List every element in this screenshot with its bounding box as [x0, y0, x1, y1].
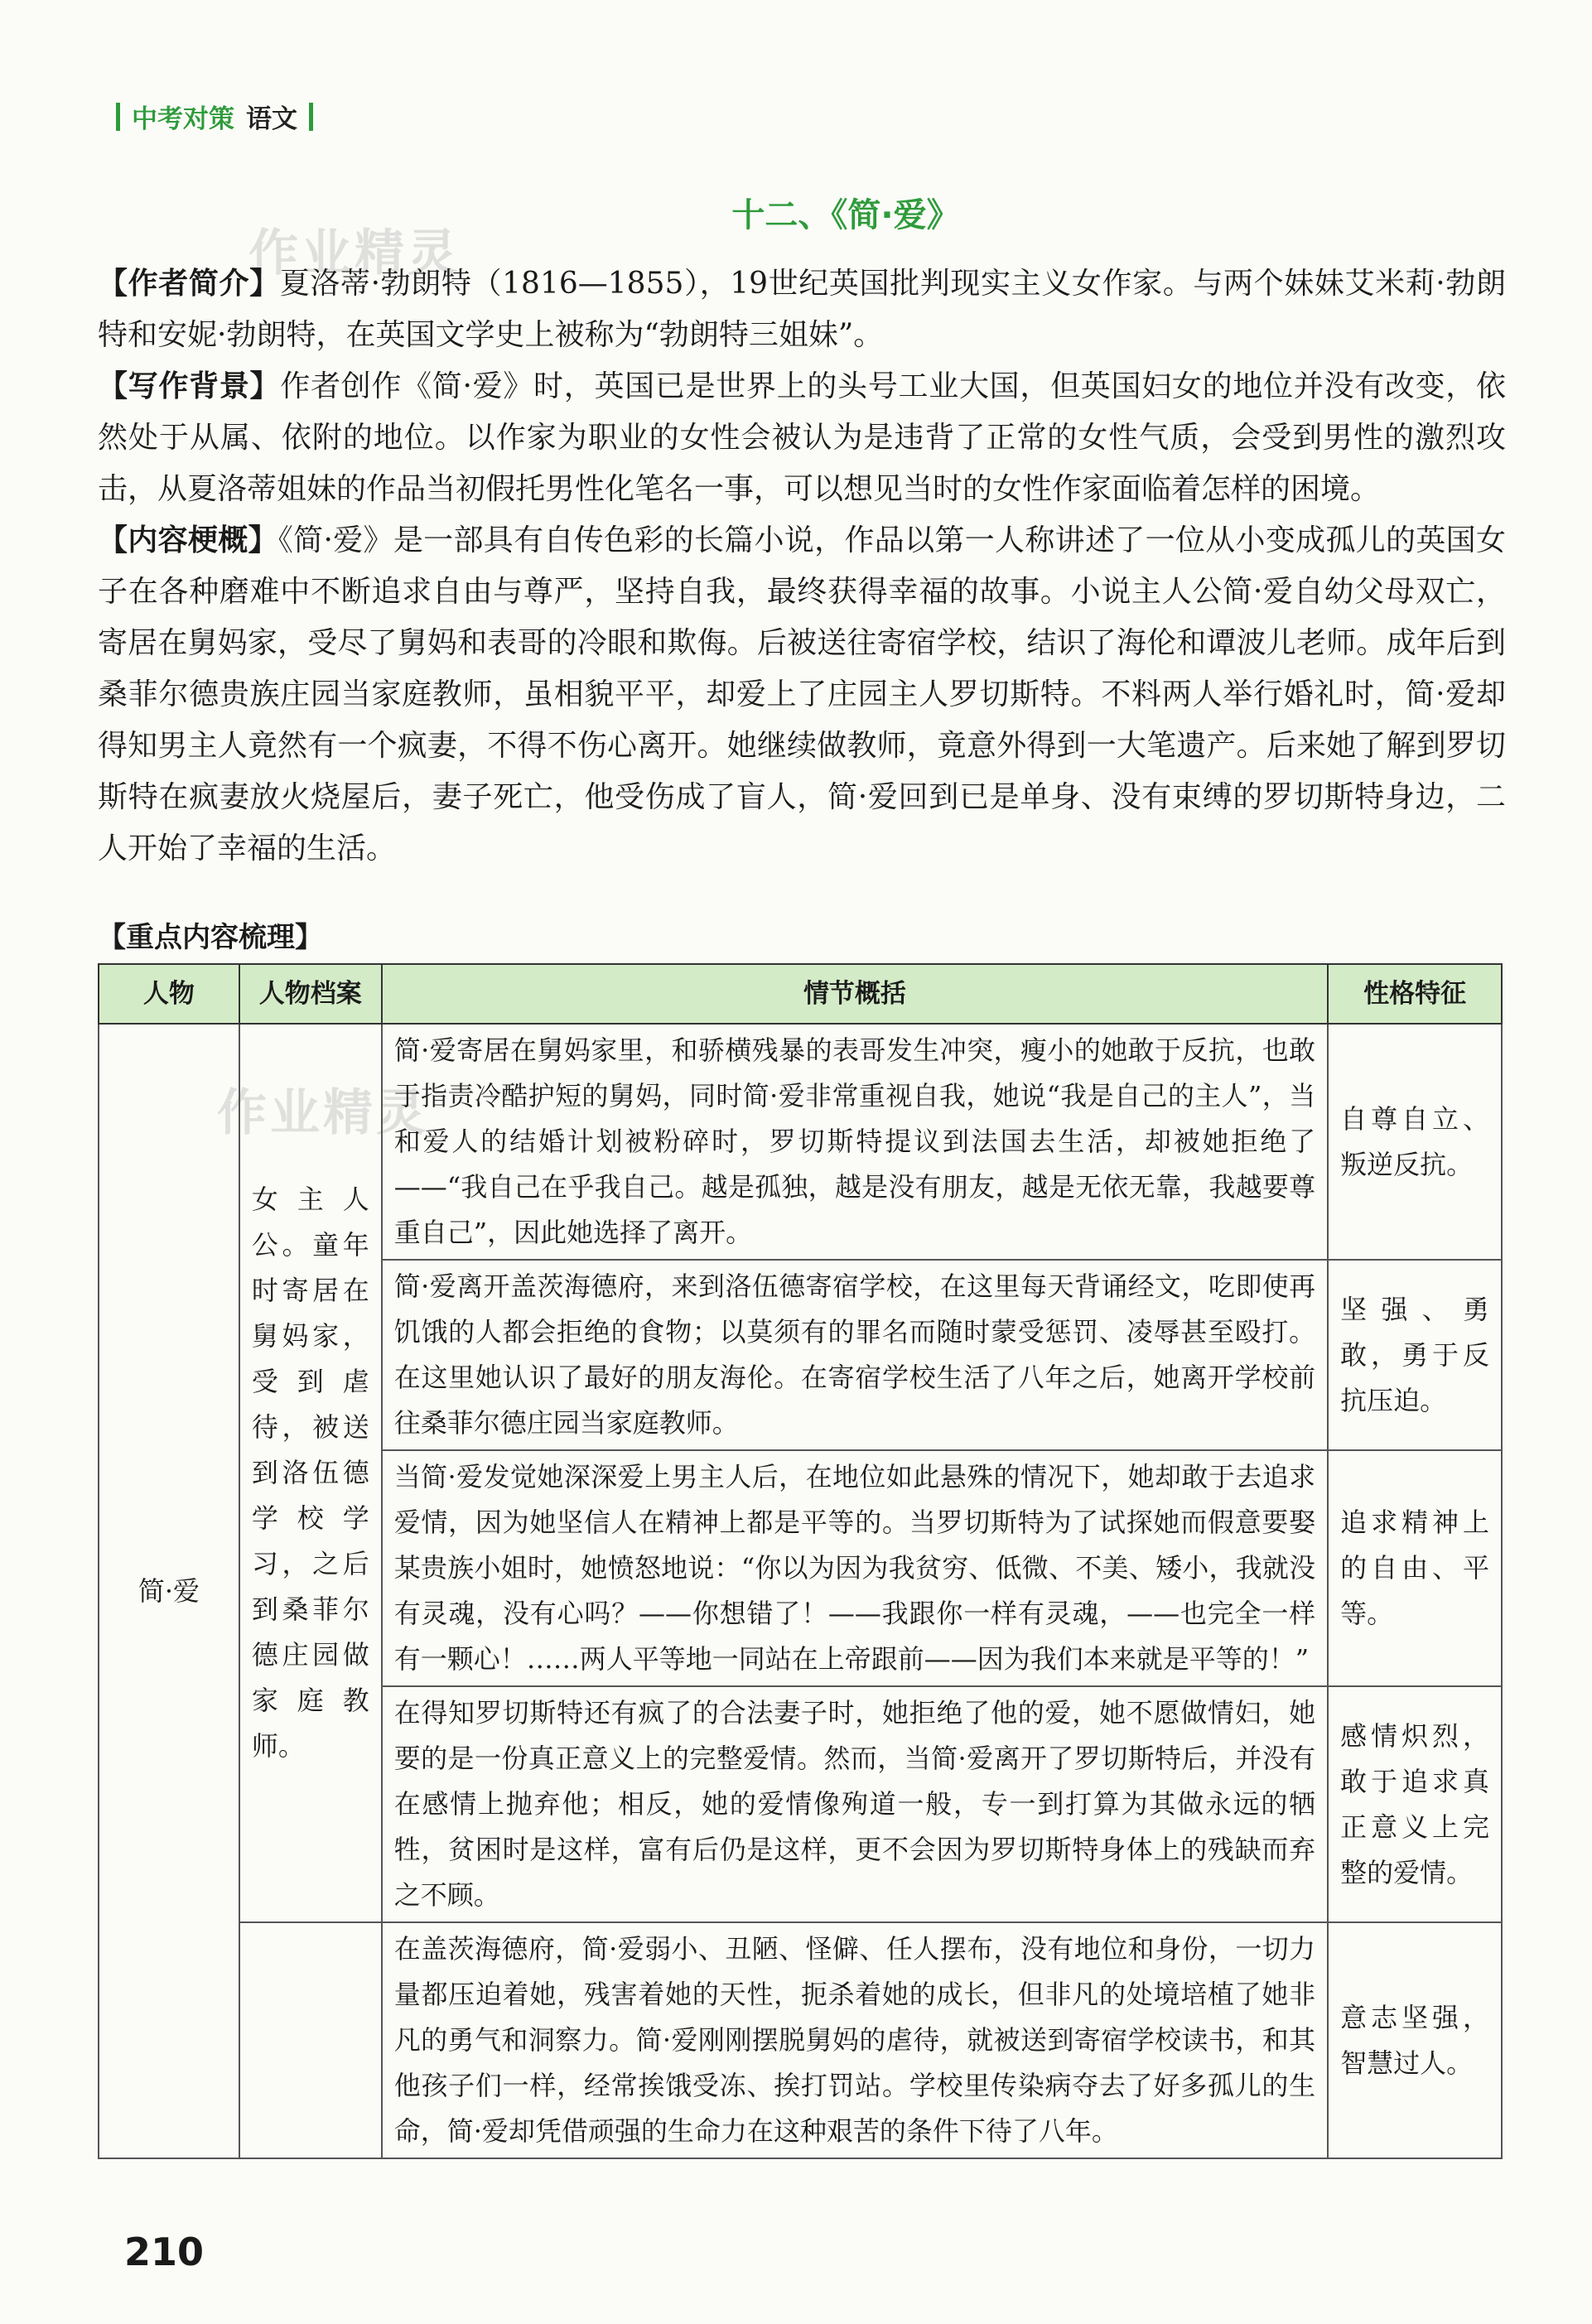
book-series: 中考对策 [132, 104, 234, 134]
content-table [98, 963, 1503, 2159]
table-row [99, 1922, 1502, 2158]
trait-cell: 意志坚强，智慧过人。 [1328, 1922, 1502, 2158]
section-heading: 【重点内容梳理】 [98, 921, 323, 954]
table-row [99, 1024, 1502, 1260]
trait-cell: 自尊自立、叛逆反抗。 [1328, 1024, 1502, 1260]
watermark: 作业精灵 [217, 1084, 429, 1142]
header-bar-right [309, 103, 313, 131]
background-text: 作者创作《简·爱》时，英国已是世界上的头号工业大国，但英国妇女的地位并没有改变，依然处于从属、依附的地位。以作家为职业的女性会被认为是违背了正常的女性气质，会受到男性的激烈攻击，从夏洛蒂姐妹的作品当初假托男性化笔名一事，可以想见当时的女性作家面临着怎样的困境。 [98, 369, 1506, 506]
character-cell: 简·爱 [99, 1024, 239, 2158]
summary-paragraph [98, 515, 1506, 875]
trait-cell: 坚强、勇敢，勇于反抗压迫。 [1328, 1260, 1502, 1450]
plot-cell: 简·爱寄居在舅妈家里，和骄横残暴的表哥发生冲突，瘦小的她敢于反抗，也敢于指责冷酷护短的舅妈，同时简·爱非常重视自我，她说“我是自己的主人”，当和爱人的结婚计划被粉碎时，罗切斯特提议到法国去生活，却被她拒绝了——“我自己在乎我自己。越是孤独，越是没有朋友，越是无依无靠，我越要尊重自己”，因此她选择了离开。 [382, 1024, 1328, 1260]
background-paragraph [98, 361, 1506, 515]
summary-label: 【内容梗概】 [98, 523, 278, 557]
profile-cell: 女主人公。童年时寄居在舅妈家，受到虐待，被送到洛伍德学校学习，之后到桑菲尔德庄园做家庭教师。 [239, 1024, 382, 1922]
plot-cell: 当简·爱发觉她深深爱上男主人后，在地位如此悬殊的情况下，她却敢于去追求爱情，因为她坚信人在精神上都是平等的。当罗切斯特为了试探她而假意要娶某贵族小姐时，她愤怒地说：“你以为因为我贫穷、低微、不美、矮小，我就没有灵魂，没有心吗？——你想错了！——我跟你一样有灵魂，——也完全一样有一颗心！……两人平等地一同站在上帝跟前——因为我们本来就是平等的！” [382, 1450, 1328, 1686]
column-header: 人物 [99, 964, 239, 1024]
plot-cell: 在得知罗切斯特还有疯了的合法妻子时，她拒绝了他的爱，她不愿做情妇，她要的是一份真正意义上的完整爱情。然而，当简·爱离开了罗切斯特后，并没有在感情上抛弃他；相反，她的爱情像殉道一般，专一到打算为其做永远的牺牲，贫困时是这样，富有后仍是这样，更不会因为罗切斯特身体上的残缺而弃之不顾。 [382, 1686, 1328, 1922]
watermark: 作业精灵 [248, 224, 461, 282]
table-header-row [99, 964, 1502, 1024]
background-label: 【写作背景】 [98, 369, 281, 403]
author-paragraph [98, 258, 1506, 361]
author-text: 夏洛蒂·勃朗特（1816—1855），19世纪英国批判现实主义女作家。与两个妹妹艾米莉·勃朗特和安妮·勃朗特，在英国文学史上被称为“勃朗特三姐妹”。 [98, 267, 1506, 352]
column-header: 性格特征 [1328, 964, 1502, 1024]
summary-text: 《简·爱》是一部具有自传色彩的长篇小说，作品以第一人称讲述了一位从小变成孤儿的英国女子在各种磨难中不断追求自由与尊严，坚持自我，最终获得幸福的故事。小说主人公简·爱自幼父母双亡，寄居在舅妈家，受尽了舅妈和表哥的冷眼和欺侮。后被送往寄宿学校，结识了海伦和谭波儿老师。成年后到桑菲尔德贵族庄园当家庭教师，虽相貌平平，却爱上了庄园主人罗切斯特。不料两人举行婚礼时，简·爱却得知男主人竟然有一个疯妻，不得不伤心离开。她继续做教师，竟意外得到一大笔遗产。后来她了解到罗切斯特在疯妻放火烧屋后，妻子死亡，他受伤成了盲人，简·爱回到已是单身、没有束缚的罗切斯特身边，二人开始了幸福的生活。 [98, 523, 1506, 865]
subject-label: 语文 [246, 104, 297, 134]
intro-text [98, 258, 1506, 875]
page-header [116, 98, 313, 135]
profile-cell-empty [239, 1922, 382, 2158]
page-number: 210 [124, 2230, 205, 2274]
plot-cell: 简·爱离开盖茨海德府，来到洛伍德寄宿学校，在这里每天背诵经文，吃即使再饥饿的人都会拒绝的食物；以莫须有的罪名而随时蒙受惩罚、凌辱甚至殴打。在这里她认识了最好的朋友海伦。在寄宿学校生活了八年之后，她离开学校前往桑菲尔德庄园当家庭教师。 [382, 1260, 1328, 1450]
column-header: 情节概括 [382, 964, 1328, 1024]
trait-cell: 感情炽烈，敢于追求真正意义上完整的爱情。 [1328, 1686, 1502, 1922]
page-title: 十二、《简·爱》 [731, 196, 960, 234]
plot-cell: 在盖茨海德府，简·爱弱小、丑陋、怪僻、任人摆布，没有地位和身份，一切力量都压迫着她，残害着她的天性，扼杀着她的成长，但非凡的处境培植了她非凡的勇气和洞察力。简·爱刚刚摆脱舅妈的虐待，就被送到寄宿学校读书，和其他孩子们一样，经常挨饿受冻、挨打罚站。学校里传染病夺去了好多孤儿的生命，简·爱却凭借顽强的生命力在这种艰苦的条件下待了八年。 [382, 1922, 1328, 2158]
trait-cell: 追求精神上的自由、平等。 [1328, 1450, 1502, 1686]
author-label: 【作者简介】 [98, 267, 280, 301]
header-bar-left [116, 103, 120, 131]
column-header: 人物档案 [239, 964, 382, 1024]
